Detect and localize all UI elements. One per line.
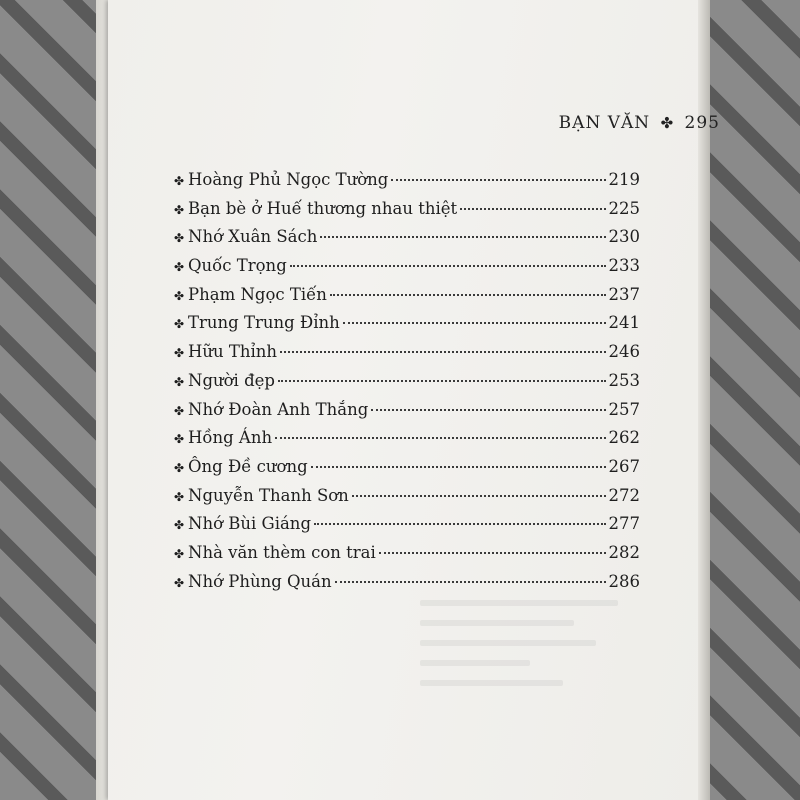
toc-entry-page: 286 — [608, 571, 640, 591]
toc-entry-title: Quốc Trọng — [188, 256, 287, 276]
dot-leader — [290, 265, 606, 267]
dot-leader — [391, 179, 605, 181]
toc-entry — [174, 170, 640, 199]
toc-entry — [174, 285, 640, 314]
toc-entry-page: 257 — [608, 399, 640, 419]
dot-leader — [275, 437, 605, 439]
dot-leader — [460, 208, 605, 210]
cross-star-icon: ✤ — [174, 202, 185, 217]
cross-star-icon: ✤ — [174, 489, 185, 504]
dot-leader — [314, 523, 605, 525]
toc-entry-title: Hồng Ánh — [188, 428, 273, 448]
cross-star-icon: ✤ — [174, 260, 185, 275]
toc-entry — [174, 227, 640, 256]
toc-entry-page: 272 — [608, 485, 640, 505]
toc-entry-page: 277 — [608, 514, 640, 534]
cross-star-icon: ✤ — [174, 403, 185, 418]
toc-entry-title: Nhớ Đoàn Anh Thắng — [188, 399, 369, 419]
toc-entry-page: 219 — [608, 170, 640, 189]
dot-leader — [343, 322, 606, 324]
dot-leader — [379, 552, 606, 554]
toc-entry-page: 241 — [608, 313, 640, 333]
toc-entry-title: Ông Đề cương — [188, 456, 308, 476]
dot-leader — [320, 236, 605, 238]
toc-entry — [174, 400, 640, 429]
toc-entry-title: Bạn bè ở Huế thương nhau thiệt — [188, 198, 458, 218]
toc-entry — [174, 514, 640, 543]
page-number: 295 — [684, 113, 720, 133]
cross-star-icon: ✤ — [174, 174, 185, 188]
toc-entry-title: Hữu Thỉnh — [188, 342, 278, 362]
toc-entry-title: Nhớ Xuân Sách — [188, 227, 318, 247]
dot-leader — [278, 380, 606, 382]
toc-entry — [174, 543, 640, 572]
toc-entry-page: 237 — [608, 284, 640, 304]
cross-star-icon: ✤ — [174, 546, 185, 561]
toc-entry-title: Nhớ Phùng Quán — [188, 571, 332, 591]
toc-entry-page: 253 — [608, 370, 640, 390]
cross-star-icon: ✤ — [174, 575, 185, 590]
bleed-through-text — [420, 600, 640, 730]
toc-entry — [174, 486, 640, 515]
dot-leader — [330, 294, 606, 296]
toc-entry — [174, 572, 640, 601]
toc-entry-page: 282 — [608, 542, 640, 562]
toc-entry-title: Trung Trung Đỉnh — [188, 313, 340, 333]
toc-entry-page: 267 — [608, 456, 640, 476]
cross-star-icon: ✤ — [174, 518, 185, 533]
dot-leader — [280, 351, 605, 353]
toc-entry — [174, 313, 640, 342]
toc-entry-title: Hoàng Phủ Ngọc Tường — [188, 170, 389, 189]
cross-star-icon: ✤ — [174, 231, 185, 246]
toc-entry-page: 230 — [608, 227, 640, 247]
toc-entry-title: Người đẹp — [188, 370, 275, 390]
dot-leader — [335, 581, 606, 583]
cross-star-icon: ✤ — [174, 317, 185, 332]
running-header — [559, 113, 720, 133]
toc-entry-page: 225 — [608, 198, 640, 218]
toc-entry-page: 262 — [608, 428, 640, 448]
cross-star-icon: ✤ — [174, 288, 185, 303]
cross-star-icon: ✤ — [174, 346, 185, 361]
section-title: BẠN VĂN — [558, 113, 651, 133]
toc-entry-title: Phạm Ngọc Tiến — [188, 284, 327, 304]
toc-entry — [174, 428, 640, 457]
table-of-contents — [174, 170, 640, 600]
cross-star-icon: ✤ — [174, 460, 185, 475]
toc-entry-title: Nhớ Bùi Giáng — [188, 514, 312, 534]
cross-star-icon: ✤ — [174, 432, 185, 447]
dot-leader — [371, 409, 605, 411]
toc-entry-page: 233 — [608, 256, 640, 276]
toc-entry-page: 246 — [608, 342, 640, 362]
toc-entry — [174, 256, 640, 285]
cross-star-icon: ✤ — [660, 114, 675, 132]
dot-leader — [311, 466, 606, 468]
dot-leader — [352, 495, 606, 497]
toc-entry — [174, 199, 640, 228]
toc-entry — [174, 371, 640, 400]
cross-star-icon: ✤ — [174, 374, 185, 389]
toc-entry-title: Nguyễn Thanh Sơn — [188, 485, 349, 505]
toc-entry-title: Nhà văn thèm con trai — [188, 542, 376, 562]
toc-entry — [174, 342, 640, 371]
toc-entry — [174, 457, 640, 486]
